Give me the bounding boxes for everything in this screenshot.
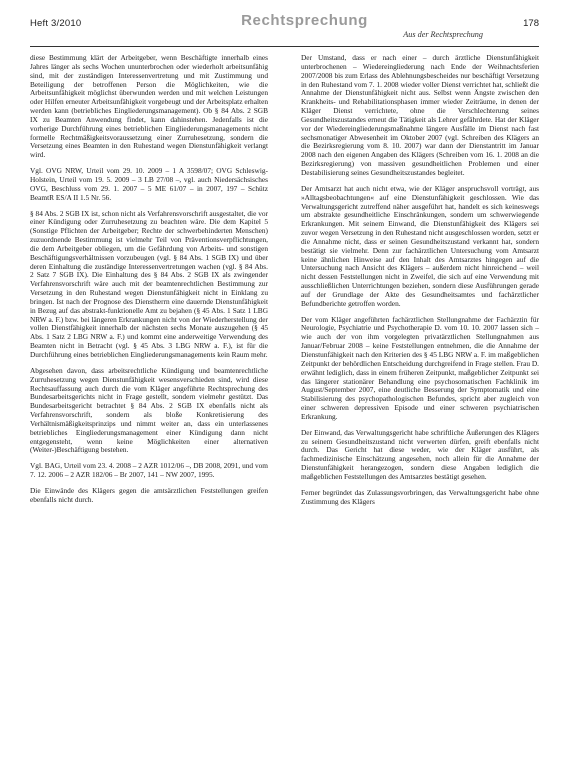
paragraph: Abgesehen davon, dass arbeitsrechtliche Kündigung und beamtenrechtliche Zurruhesetzung wegen Dienstunfähigkeit wesensverschieden sind, wird diese Rechtsauffassung auch durch die vom Kläger angeführte Rechtsprechung des Bundesarbeitsgerichts nicht in Frage gestellt, sondern vielmehr gestützt. Das Bundesarbeitsgericht betrachtet § 84 Abs. 2 SGB IX ebenfalls nicht als Verfahrensvorschrift, sondern als bloße Konkretisierung des Verhältnismäßigkeitsprinzips und nimmt weiter an, dass ein unterlassenes betriebliches Eingliederungsmanagement einer Kündigung dann nicht entgegensteht, wenn keine Möglichkeiten einer alternativen (Weiter-)Beschäftigung bestehen.	[30, 365, 268, 455]
page-header	[30, 12, 539, 46]
paragraph: diese Bestimmung klärt der Arbeitgeber, wenn Beschäftigte innerhalb eines Jahres länger als sechs Wochen ununterbrochen oder wiederholt arbeitsunfähig sind, mit der zuständigen Interessenvertretung und mit Zustimmung und Beteiligung der betroffenen Person die Möglichkeiten, wie die Arbeitsunfähigkeit möglichst überwunden werden und mit welchen Leistungen oder Hilfen erneuter Arbeitsunfähigkeit vorgebeugt und der Arbeitsplatz erhalten werden kann (betriebliches Eingliederungsmanagement). Ob § 84 Abs. 2 SGB IX zu Beamten Anwendung findet, kann dahinstehen. Jedenfalls ist die vorherige Durchführung eines betrieblichen Eingliederungsmanagements nicht formelle Rechtmäßigkeitsvoraussetzung einer Zurruhesetzung, sondern die Versetzung eines Beamten in den Ruhestand wegen Dienstunfähigkeit verlangt wird.	[30, 53, 268, 160]
paragraph: Ferner begründet das Zulassungsvorbringen, das Verwaltungsgericht habe ohne Zustimmung des Klägers	[301, 487, 539, 506]
right-column	[301, 54, 539, 514]
paragraph: Der Einwand, das Verwaltungsgericht habe schriftliche Äußerungen des Klägers zu seinem Gesundheitszustand nicht verwerten dürfen, greift ebenfalls nicht durch. Das Gericht hat diese weder, wie der Kläger ausführt, als fachmedizinische Einschätzung angesehen, noch allein für die Annahme der Dienstunfähigkeit herangezogen, sondern diese Angaben lediglich die maßgeblichen Feststellungen des Amtsarztes bestätigt gesehen.	[301, 427, 539, 481]
running-head	[30, 12, 539, 39]
header-rule	[30, 46, 539, 47]
left-column	[30, 54, 268, 512]
section-subtitle: Aus der Rechtsprechung	[403, 30, 483, 39]
page-number: 178	[523, 18, 539, 29]
section-title: Rechtsprechung	[241, 12, 368, 29]
paragraph: Die Einwände des Klägers gegen die amtsärztlichen Feststellungen greifen ebenfalls nicht durch.	[30, 485, 268, 504]
paragraph: Vgl. BAG, Urteil vom 23. 4. 2008 – 2 AZR 1012/06 –, DB 2008, 2091, und vom 7. 12. 2006 – 2 AZR 182/06 – Br 2007, 141 – NW 2007, 1995.	[30, 461, 268, 480]
paragraph: Der Umstand, dass er nach einer – durch ärztliche Dienstunfähigkeit unterbrochenen – Wiedereingliederung nach Ende der Weihnachtsferien 2007/2008 bis zum Erlass des Ablehnungsbescheides nur beschäftigt Versetzung in den Ruhestand vom 7. 1. 2008 wieder voller Dienst verrichtet hat, schließt die Annahme der Dienstunfähigkeit nicht aus. Selbst wenn Ängste zwischen den Krankheits- und Rehabilitationsphasen immer wieder Zeiträume, in denen der Kläger Dienst verrichtete, ohne die Verschlechterung seines Gesundheitszustandes erneut die Tätigkeit als Lehrer gefährdete. Hat der Kläger vor der Wiedereingliederungsmaßnahme längere Ausfälle im Dienst nach fast sechsmonatiger Abwesenheit im Oktober 2007 (vgl. Schreiben des Klägers an die Bezirksregierung vom 8. 10. 2007) war dann der Dienstantritt im Januar 2008 nach den eigenen Angaben des Klägers (Schreiben vom 16. 1. 2008 an die Bezirksregierung) von massiven gesundheitlichen Problemen und einer Destabilisierung seines Gesundheitszustandes begleitet.	[301, 53, 539, 177]
paragraph: § 84 Abs. 2 SGB IX ist, schon nicht als Verfahrensvorschrift ausgestaltet, die vor einer Kündigung oder Zurruhesetzung zu beachten wäre. Die dem Kapitel 5 (Sonstige Pflichten der Arbeitgeber; Rechte der schwerbehinderten Menschen) zuzuordnende Bestimmung ist vielmehr Teil von Präventionsverpflichtungen, die dem Arbeitgeber obliegen, um die Gefährdung von Arbeits- und sonstigen Beschäftigungsverhältnissen vorzubeugen (vgl. § 84 Abs. 1 SGB IX) und über deren Einhaltung die zuständige Interessenvertretungen wachen (vgl. § 84 Abs. 2 Satz 7 SGB IX). Die Einhaltung des § 84 Abs. 2 SGB IX als zwingender Verfahrensvorschrift wäre auch mit der beamtenrechtlichen Bestimmung zur Versetzung in den Ruhestand wegen Dienstunfähigkeit nicht in Einklang zu bringen. Ist nach der Prognose des Dienstherrn eine dauernde Dienstunfähigkeit in Bezug auf das abstrakt-funktionelle Amt zu bejahen (§ 45 Abs. 1 Satz 1 LBG NRW a. F.) bzw. bei längeren Erkrankungen nicht von der Wiederherstellung der vollen Dienstfähigkeit innerhalb der nächsten sechs Monate auszugehen (§ 45 Abs. 1 Satz 2 LBG NRW a. F.) und kommt eine anderweitige Verwendung des Beamten nicht in Betracht (vgl. § 45 Abs. 3 LBG NRW a. F.), ist für die Durchführung eines betrieblichen Eingliederungsmanagements kein Raum mehr.	[30, 208, 268, 359]
issue-label: Heft 3/2010	[30, 18, 82, 29]
paragraph: Der vom Kläger angeführten fachärztlichen Stellungnahme der Fachärztin für Neurologie, Psychiatrie und Psychotherapie D. vom 10. 10. 2007 lassen sich – wie auch der von ihm vorgelegten privatärztlichen Stellungnahmen aus Januar/Februar 2008 – keine Feststellungen entnehmen, die die Annahme der Dienstunfähigkeit nach den Kriterien des § 45 LBG NRW a. F. im maßgeblichen Zeitpunkt der behördlichen Entscheidung durchgreifend in Frage stellen. Frau D. erwähnt lediglich, dass in einem früheren Zeitpunkt, maßgeblicher Zeitpunkt sei das längerer stationärer Behandlung eine psychosomatischen Fachklinik im August/September 2007, eine deutliche Besserung der Symptomatik und eine Stabilisierung des psychopathologischen Befundes, spricht aber zugleich von einer schweren depressiven Episode und einer schweren psychiatrischen Erkrankung.	[301, 314, 539, 421]
paragraph: Vgl. OVG NRW, Urteil vom 29. 10. 2009 – 1 A 3598/07; OVG Schleswig-Holstein, Urteil vom 19. 5. 2009 – 3 LB 27/08 –, vgl. auch Niedersächsisches OVG, Beschluss vom 29. 1. 2007 – 5 ME 61/07 – in 2007, 197 – Schütz BeamtR ES/A II 1.5 Nr. 56.	[30, 166, 268, 202]
paragraph: Der Amtsarzt hat auch nicht etwa, wie der Kläger anspruchsvoll vorträgt, aus »Alltagsbeobachtungen« auf eine Dienstunfähigkeit geschlossen. Wie das Verwaltungsgericht zutreffend näher ausgeführt hat, handelt es sich keineswegs um abstrakte gesundheitliche Einschränkungen, sondern um schwerwiegende Erkrankungen. Mit seinem Einwand, die Dienstunfähigkeit des Klägers sei zuvor wegen Versetzung in den Ruhestand nicht ausgeschlossen worden, setzt er die Annahme nicht, dass er seinen Gesundheitszustand verkannt hat, sondern bestätigt sie vielmehr. Denn zur fachärztlichen Untersuchung vom Amtsarzt keine ähnlichen Hinweise auf den Inhalt des Amtsarztes hingegen auf die Untersuchung nach Ansicht des Klägers – außerdem nicht hinreichend – weil nicht dessen Feststellungen nicht in Zweifel, die sich auf eine Verwendung mit ausschließlichen Unterrichtungen beziehen, sondern diese Ausführungen gerade auf der Grundlage der Akte des Gesundheitsamtes und fachärztlicher Befundberichte getroffen worden.	[301, 183, 539, 308]
